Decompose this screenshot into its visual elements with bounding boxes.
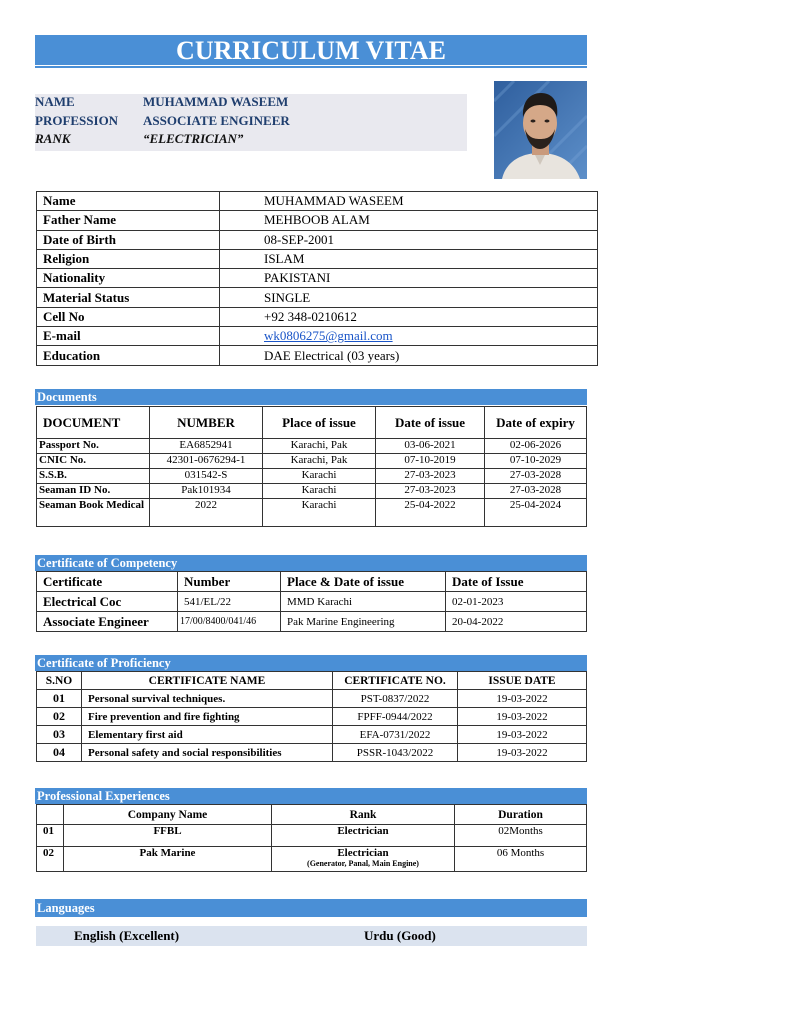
- header-profession-value: ASSOCIATE ENGINEER: [143, 113, 290, 128]
- experience-section-header: Professional Experiences: [35, 788, 587, 804]
- languages-list: [36, 926, 587, 946]
- table-row: [37, 346, 598, 365]
- table-cell: Karachi, Pak: [263, 439, 376, 454]
- table-cell: Personal survival techniques.: [82, 690, 333, 708]
- table-cell: 20-04-2022: [446, 612, 587, 632]
- table-cell: Personal safety and social responsibilities: [82, 744, 333, 762]
- table-header-row: [37, 805, 587, 825]
- language-item: Urdu (Good): [364, 928, 436, 943]
- table-row: [37, 726, 587, 744]
- table-cell: 27-03-2023: [376, 469, 485, 484]
- table-cell: S.S.B.: [37, 469, 150, 484]
- table-cell: 25-04-2024: [485, 499, 587, 527]
- column-header: Date of Issue: [446, 572, 587, 592]
- table-cell: Karachi: [263, 469, 376, 484]
- table-cell: Associate Engineer: [37, 612, 178, 632]
- table-cell: 42301-0676294-1: [150, 454, 263, 469]
- table-cell: 03: [37, 726, 82, 744]
- column-header: DOCUMENT: [37, 407, 150, 439]
- table-cell: 031542-S: [150, 469, 263, 484]
- table-cell: Karachi: [263, 499, 376, 527]
- table-row: [37, 327, 598, 346]
- email-link[interactable]: wk0806275@gmail.com: [264, 328, 393, 344]
- table-row: [37, 439, 587, 454]
- table-cell: 03-06-2021: [376, 439, 485, 454]
- documents-table: [36, 406, 587, 527]
- table-row: [37, 708, 587, 726]
- table-cell: Seaman ID No.: [37, 484, 150, 499]
- column-header: Number: [178, 572, 281, 592]
- portrait-graphic: [494, 81, 587, 179]
- column-header: CERTIFICATE NO.: [333, 672, 458, 690]
- info-label: Nationality: [37, 269, 220, 288]
- info-value: MEHBOOB ALAM: [220, 211, 598, 230]
- table-cell: Pak Marine: [64, 847, 272, 872]
- table-cell: PST-0837/2022: [333, 690, 458, 708]
- table-row: [37, 288, 598, 307]
- table-cell: [272, 847, 455, 872]
- table-cell: Passport No.: [37, 439, 150, 454]
- table-header-row: [37, 572, 587, 592]
- info-label: Education: [37, 346, 220, 365]
- column-header: Duration: [455, 805, 587, 825]
- table-cell: 02Months: [455, 825, 587, 847]
- table-cell: Karachi, Pak: [263, 454, 376, 469]
- experience-table: [36, 804, 587, 872]
- language-item: English (Excellent): [74, 928, 180, 943]
- column-header: ISSUE DATE: [458, 672, 587, 690]
- table-cell: 04: [37, 744, 82, 762]
- table-cell: Electrical Coc: [37, 592, 178, 612]
- table-cell: 19-03-2022: [458, 708, 587, 726]
- title-underline: [35, 66, 587, 68]
- table-cell: 27-03-2023: [376, 484, 485, 499]
- table-cell: 2022: [150, 499, 263, 527]
- info-label: Cell No: [37, 307, 220, 326]
- table-cell: 02-01-2023: [446, 592, 587, 612]
- table-cell: FPFF-0944/2022: [333, 708, 458, 726]
- header-rank-label: RANK: [35, 131, 71, 146]
- column-header: Place of issue: [263, 407, 376, 439]
- table-row: [37, 825, 587, 847]
- table-cell: 27-03-2028: [485, 484, 587, 499]
- info-value: DAE Electrical (03 years): [220, 346, 598, 365]
- info-label: Religion: [37, 249, 220, 268]
- column-header: Company Name: [64, 805, 272, 825]
- documents-section-header: Documents: [35, 389, 587, 405]
- table-row: [37, 211, 598, 230]
- table-row: [37, 454, 587, 469]
- table-cell: EFA-0731/2022: [333, 726, 458, 744]
- table-row: [37, 484, 587, 499]
- column-header: S.NO: [37, 672, 82, 690]
- table-row: [37, 230, 598, 249]
- table-row: [37, 592, 587, 612]
- info-label: Father Name: [37, 211, 220, 230]
- personal-info-table: [36, 191, 598, 366]
- table-cell: Fire prevention and fire fighting: [82, 708, 333, 726]
- table-cell: 27-03-2028: [485, 469, 587, 484]
- header-summary: [35, 94, 467, 151]
- table-cell: 17/00/8400/041/46: [178, 612, 281, 632]
- table-row: [37, 469, 587, 484]
- table-cell: Karachi: [263, 484, 376, 499]
- table-cell: 07-10-2029: [485, 454, 587, 469]
- column-header: CERTIFICATE NAME: [82, 672, 333, 690]
- table-cell: 25-04-2022: [376, 499, 485, 527]
- cv-title: CURRICULUM VITAE: [35, 35, 587, 65]
- table-row: [37, 847, 587, 872]
- column-header: [37, 805, 64, 825]
- table-cell: 01: [37, 690, 82, 708]
- cop-table: [36, 671, 587, 762]
- info-label: Date of Birth: [37, 230, 220, 249]
- table-row: [37, 744, 587, 762]
- table-cell: EA6852941: [150, 439, 263, 454]
- cop-section-header: Certificate of Proficiency: [35, 655, 587, 671]
- languages-section-header: Languages: [35, 899, 587, 917]
- info-label: Material Status: [37, 288, 220, 307]
- table-cell: 19-03-2022: [458, 744, 587, 762]
- rank-note: (Generator, Panal, Main Engine): [307, 859, 419, 868]
- info-value: ISLAM: [220, 249, 598, 268]
- column-header: NUMBER: [150, 407, 263, 439]
- header-profession-label: PROFESSION: [35, 113, 119, 128]
- rank-text: Electrician: [337, 847, 389, 859]
- table-cell: PSSR-1043/2022: [333, 744, 458, 762]
- header-rank-value: “ELECTRICIAN”: [143, 131, 244, 146]
- table-cell: MMD Karachi: [281, 592, 446, 612]
- info-value: +92 348-0210612: [220, 307, 598, 326]
- coc-table: [36, 571, 587, 632]
- table-cell: 01: [37, 825, 64, 847]
- table-row: [37, 690, 587, 708]
- table-cell: 07-10-2019: [376, 454, 485, 469]
- column-header: Date of expiry: [485, 407, 587, 439]
- table-cell: Elementary first aid: [82, 726, 333, 744]
- column-header: Date of issue: [376, 407, 485, 439]
- table-row: [37, 612, 587, 632]
- table-row: [37, 249, 598, 268]
- table-cell: 06 Months: [455, 847, 587, 872]
- table-cell: Pak101934: [150, 484, 263, 499]
- profile-photo: [494, 81, 587, 179]
- column-header: Certificate: [37, 572, 178, 592]
- table-cell: 02: [37, 708, 82, 726]
- table-cell: Pak Marine Engineering: [281, 612, 446, 632]
- table-cell: Seaman Book Medical: [37, 499, 150, 527]
- table-header-row: [37, 407, 587, 439]
- table-cell: 19-03-2022: [458, 726, 587, 744]
- column-header: Rank: [272, 805, 455, 825]
- table-cell: 02-06-2026: [485, 439, 587, 454]
- header-name-label: NAME: [35, 94, 75, 109]
- table-cell: 02: [37, 847, 64, 872]
- coc-section-header: Certificate of Competency: [35, 555, 587, 571]
- table-header-row: [37, 672, 587, 690]
- table-row: [37, 307, 598, 326]
- header-name-value: MUHAMMAD WASEEM: [143, 94, 289, 109]
- info-value: MUHAMMAD WASEEM: [220, 192, 598, 211]
- info-value: PAKISTANI: [220, 269, 598, 288]
- table-cell: FFBL: [64, 825, 272, 847]
- info-label: E-mail: [37, 327, 220, 346]
- table-cell: Electrician: [272, 825, 455, 847]
- table-row: [37, 192, 598, 211]
- table-cell: 541/EL/22: [178, 592, 281, 612]
- table-row: [37, 269, 598, 288]
- email-cell: [220, 327, 598, 346]
- info-value: SINGLE: [220, 288, 598, 307]
- info-value: 08-SEP-2001: [220, 230, 598, 249]
- column-header: Place & Date of issue: [281, 572, 446, 592]
- info-label: Name: [37, 192, 220, 211]
- table-cell: CNIC No.: [37, 454, 150, 469]
- table-cell: 19-03-2022: [458, 690, 587, 708]
- table-row: [37, 499, 587, 527]
